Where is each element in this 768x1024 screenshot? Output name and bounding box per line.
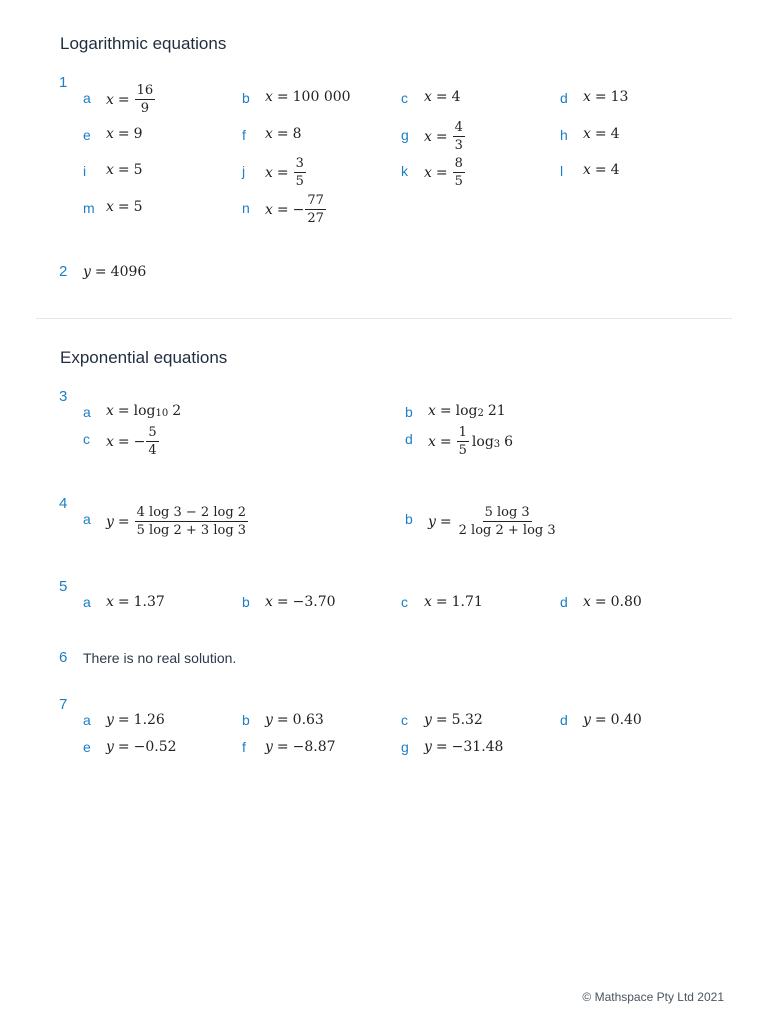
answer-label-1b: b — [242, 90, 250, 106]
answer-label-7d: d — [560, 712, 568, 728]
fraction: $\frac{5 \log 3}{2 \log 2 + \log 3}$ — [458, 505, 556, 538]
answer-label-7g: g — [401, 739, 409, 755]
fraction: $\frac{4}{3}$ — [454, 120, 463, 153]
answer-1h: x = 4 — [583, 126, 620, 142]
answer-1i: x = 5 — [106, 162, 143, 178]
question-number-5: 5 — [59, 578, 68, 595]
answer-label-7b: b — [242, 712, 250, 728]
question-number-7: 7 — [59, 696, 68, 713]
answer-5b: x = −3.70 — [265, 594, 336, 610]
answer-5c: x = 1.71 — [424, 594, 483, 610]
answer-1l: x = 4 — [583, 162, 620, 178]
answer-label-1l: l — [560, 163, 564, 179]
answer-label-1c: c — [401, 90, 408, 106]
answer-4a: y = $\frac{4 \log 3 - 2 \log 2}{5 \log 2 + 3 \log 3}$ — [106, 505, 247, 538]
section-divider — [36, 318, 732, 319]
answer-1a: x = $\frac{16}{9}$ — [106, 83, 154, 116]
answer-label-3a: a — [83, 404, 91, 420]
answer-5d: x = 0.80 — [583, 594, 642, 610]
copyright-footer: © Mathspace Pty Ltd 2021 — [582, 990, 724, 1004]
answer-1m: x = 5 — [106, 199, 143, 215]
section-title-exponential: Exponential equations — [60, 348, 228, 367]
answer-4b: y = $\frac{5 \log 3}{2 \log 2 + \log 3}$ — [428, 505, 556, 538]
answer-2: y = 4096 — [83, 264, 147, 280]
answer-1g: x = $\frac{4}{3}$ — [424, 120, 463, 153]
fraction: $\frac{8}{5}$ — [454, 156, 463, 189]
fraction: $\frac{3}{5}$ — [295, 156, 304, 189]
answer-7a: y = 1.26 — [106, 712, 165, 728]
fraction: $\frac{5}{4}$ — [148, 425, 157, 458]
answer-7e: y = −0.52 — [106, 739, 177, 755]
answer-label-3b: b — [405, 404, 413, 420]
answer-label-1g: g — [401, 127, 409, 143]
answer-7f: y = −8.87 — [265, 739, 336, 755]
answer-label-1j: j — [242, 163, 246, 179]
answer-1c: x = 4 — [424, 89, 461, 105]
answer-7c: y = 5.32 — [424, 712, 483, 728]
answer-1b: x = 100 000 — [265, 89, 351, 105]
question-number-6: 6 — [59, 649, 68, 666]
answer-5a: x = 1.37 — [106, 594, 165, 610]
answer-label-5c: c — [401, 594, 408, 610]
answer-1d: x = 13 — [583, 89, 629, 105]
fraction: $\frac{4 \log 3 - 2 \log 2}{5 \log 2 + 3 \log 3}$ — [136, 505, 247, 538]
answer-label-4b: b — [405, 511, 413, 527]
answer-label-7a: a — [83, 712, 91, 728]
answer-1f: x = 8 — [265, 126, 302, 142]
answer-label-1e: e — [83, 127, 91, 143]
fraction: $\frac{1}{5}$ — [458, 425, 467, 458]
answer-label-5b: b — [242, 594, 250, 610]
answer-label-1m: m — [83, 200, 95, 216]
answer-1n: x = − $\frac{77}{27}$ — [265, 193, 324, 226]
answer-label-3d: d — [405, 431, 413, 447]
answer-label-7c: c — [401, 712, 408, 728]
answer-7b: y = 0.63 — [265, 712, 324, 728]
answer-label-1i: i — [83, 163, 87, 179]
answer-label-7e: e — [83, 739, 91, 755]
answer-1j: x = $\frac{3}{5}$ — [265, 156, 304, 189]
fraction: $\frac{16}{9}$ — [136, 83, 154, 116]
question-number-3: 3 — [59, 388, 68, 405]
section-title-logarithmic: Logarithmic equations — [60, 34, 227, 53]
answer-label-1d: d — [560, 90, 568, 106]
answer-label-7f: f — [242, 739, 246, 755]
answer-label-4a: a — [83, 511, 91, 527]
answer-label-5a: a — [83, 594, 91, 610]
answer-label-1h: h — [560, 127, 568, 143]
question-number-4: 4 — [59, 495, 68, 512]
answer-3b: x = log $_2$ 21 — [428, 403, 506, 419]
answer-3c: x = − $\frac{5}{4}$ — [106, 425, 157, 458]
answer-3d: x = $\frac{1}{5}$ log $_3$ 6 — [428, 425, 514, 458]
answer-label-1n: n — [242, 200, 250, 216]
answer-1e: x = 9 — [106, 126, 143, 142]
answer-3a: x = log $_{10}$ 2 — [106, 403, 182, 419]
answer-label-1f: f — [242, 127, 246, 143]
answer-label-5d: d — [560, 594, 568, 610]
answer-1k: x = $\frac{8}{5}$ — [424, 156, 463, 189]
fraction: $\frac{77}{27}$ — [307, 193, 324, 226]
question-number-2: 2 — [59, 263, 68, 280]
answer-label-3c: c — [83, 431, 90, 447]
question-number-1: 1 — [59, 74, 68, 91]
answer-label-1a: a — [83, 90, 91, 106]
answer-6-text: There is no real solution. — [83, 650, 237, 666]
answer-7g: y = −31.48 — [424, 739, 504, 755]
answer-label-1k: k — [401, 163, 408, 179]
answer-7d: y = 0.40 — [583, 712, 642, 728]
